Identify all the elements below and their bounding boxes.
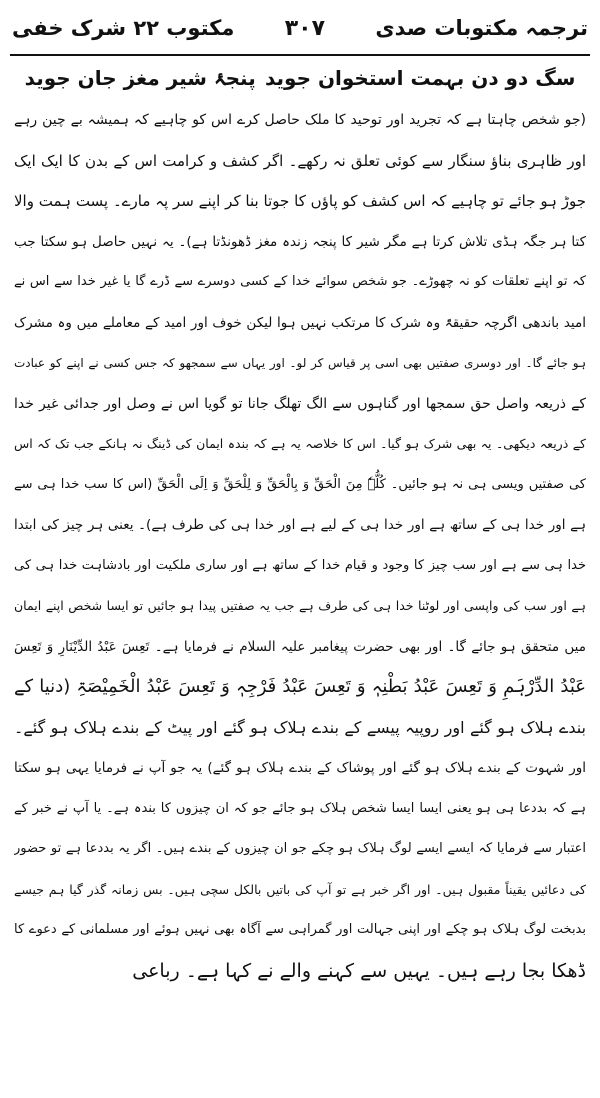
header-left-title: مکتوب ۲۲ شرک خفی — [12, 16, 235, 40]
text-line: ہے اور خدا ہی کے ساتھ ہے اور خدا ہی کے لیے ہے اور خدا ہی کی طرف ہے)۔ یعنی ہر چیز کی ابتدا — [14, 517, 586, 533]
text-line: کی دعائیں یقیناً مقبول ہیں۔ اور اگر خبر ہے تو آپ کی باتیں بالکل سچی ہیں۔ بس زمانہ گذر گیا ہم جیسے — [14, 881, 586, 897]
text-line: بندے ہلاک ہو گئے اور روپیہ پیسے کے بندے ہلاک ہو گئے اور پیٹ کے بندے ہلاک ہو گئے۔ — [14, 717, 586, 737]
text-line: ہو جائے گا۔ اور دوسری صفتیں بھی اسی پر قیاس کر لو۔ اور یہاں سے سمجھو کہ جس کسی نے اپنے کو عبادت — [14, 356, 586, 370]
text-line: عَبْدُ الدِّرْہَمِ وَ تَعِسَ عَبْدُ بَطْنِہٖ وَ تَعِسَ عَبْدُ فَرْجِہٖ وَ تَعِسَ عَبْدُ الْخَمِیْصَۃِ (دنیا کے — [14, 676, 586, 697]
text-line: میں متحقق ہو جائے گا۔ اور بھی حضرت پیغامبر علیہ السلام نے فرمایا ہے۔ تَعِسَ عَبْدُ الدِّیْنَارِ وَ تَعِسَ — [14, 638, 586, 655]
text-line: اور شہوت کے بندے ہلاک ہو گئے اور پوشاک کے بندے ہلاک ہو گئے) یہ جو آپ نے فرمایا یہی ہو سکتا — [14, 760, 586, 776]
text-line: امید باندھی اگرچہ حقیقۃً وہ شرک کا مرتکب نہیں ہوا لیکن خوف اور امید کے معاملے میں وہ مشرک — [14, 314, 586, 331]
verse-line — [20, 58, 580, 98]
text-line: کہ تو اپنے تعلقات کو نہ چھوڑے۔ جو شخص سوائے خدا کے کسی دوسرے سے ڈرے گا یا غیر خدا سے اس نے — [14, 274, 586, 289]
text-line: کے ذریعہ دیکھی۔ یہ بھی شرک ہو گیا۔ اس کا خلاصہ یہ ہے کہ بندہ ایمان کی ڈینگ نہ ہانکے جب تک کہ اس — [14, 436, 586, 451]
text-line: کتا ہر جگہ ہڈی تلاش کرتا ہے مگر شیر کا پنجہ زندہ مغز ڈھونڈتا ہے)۔ یہ نہیں حاصل ہو سکتا جب — [14, 233, 586, 250]
verse-left: پنجۂ شیر مغز جان جوید — [24, 66, 256, 90]
text-line: ہے کہ بددعا ہی ہو یعنی ایسا ایسا شخص ہلاک ہو جائے جو کہ ان چیزوں کا بندہ ہے۔ یا آپ نے خبر کے — [14, 800, 586, 816]
text-line: اعتبار سے فرمایا کہ ایسے ایسے لوگ ہلاک ہو چکے جو ان چیزوں کے بندے ہیں۔ اگر یہ بددعا ہے تو حضور — [14, 841, 586, 856]
text-line: بدبخت لوگ ہلاک ہو چکے اور اپنی جہالت اور گمراہی سے آگاہ بھی نہیں ہوئے اور مسلمانی کے دعوے کا — [14, 922, 586, 937]
text-line: ہے اور سب کی واپسی اور لوٹنا خدا ہی کی طرف ہے جب یہ صفتیں پیدا ہو جائیں تو ایسا شخص اپنے ایمان — [14, 598, 586, 613]
body-text — [14, 100, 586, 991]
page-number: ۳۰۷ — [284, 15, 326, 41]
text-line: ڈھکا بجا رہے ہیں۔ یہیں سے کہنے والے نے کہا ہے۔ رباعی — [132, 959, 586, 982]
text-line: کے ذریعہ واصل حق سمجھا اور گناہوں سے الگ تھلگ جانا تو گویا اس نے وصل اور جدائی غیر خدا — [14, 395, 586, 412]
header-divider — [10, 54, 590, 56]
text-line: کی صفتیں ویسی ہی نہ ہو جائیں۔ کُلُّہٗ مِنَ الْحَقِّ وَ بِالْحَقِّ وَ لِلْحَقِّ وَ اِلَی الْحَقِّ (اس کا سب خدا ہی سے — [14, 476, 586, 492]
header-right-title: ترجمہ مکتوبات صدی — [375, 16, 588, 40]
page-header — [12, 8, 588, 48]
text-line: (جو شخص چاہتا ہے کہ تجرید اور توحید کا ملک حاصل کرے اس کو چاہیے کہ ہمیشہ بے چین رہے — [14, 112, 586, 128]
text-line: خدا ہی سے ہے اور سب چیز کا وجود و قیام خدا کے ساتھ ہے اور ساری ملکیت اور بادشاہت خدا ہی کی — [14, 557, 586, 573]
text-line: اور ظاہری بناؤ سنگار سے کوئی تعلق نہ رکھے۔ اگر کشف و کرامت اس کے بدن کا ایک ایک — [14, 151, 586, 170]
text-line: جوڑ ہو جائے تو چاہیے کہ اس کشف کو پاؤں کا جوتا بنا کر اپنے سر پہ مارے۔ پست ہمت والا — [14, 192, 586, 210]
verse-right: سگ دو دن بہمت استخوان جوید — [264, 66, 576, 90]
